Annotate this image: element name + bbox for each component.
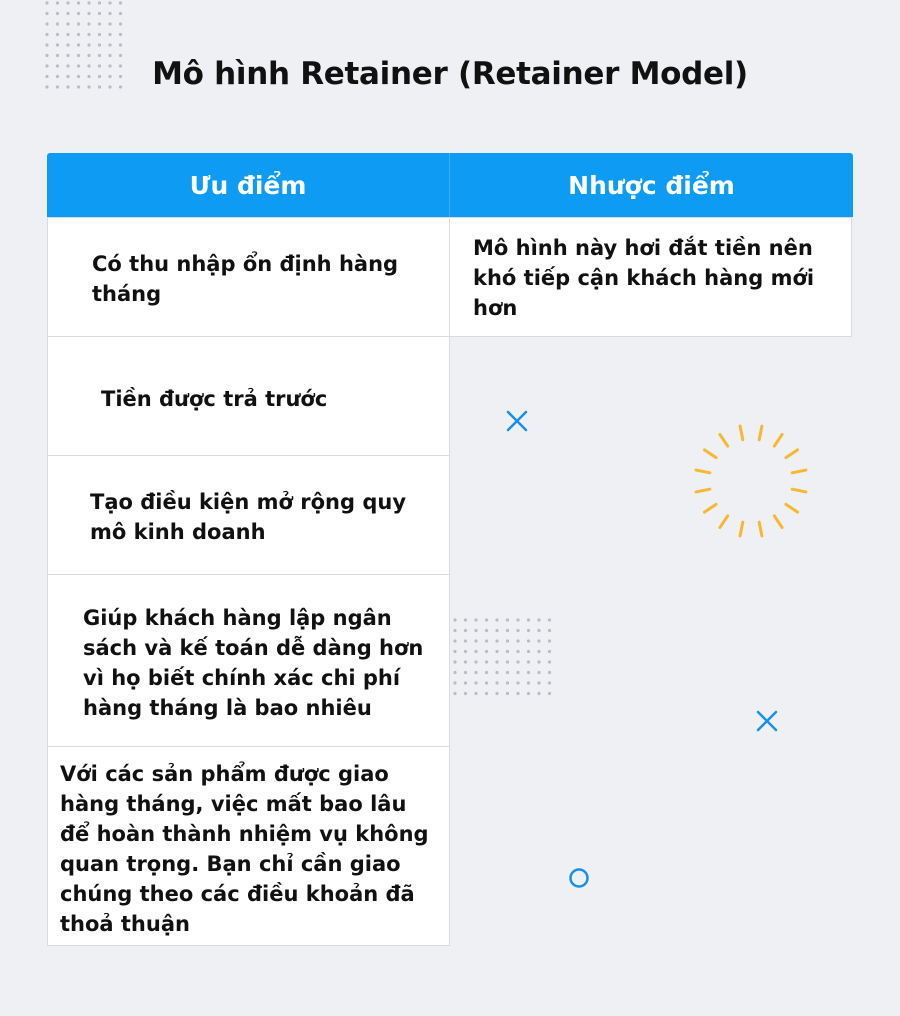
- cross-icon: [755, 709, 779, 733]
- advantage-cell-3: [47, 455, 450, 575]
- sunburst-ray: [792, 470, 806, 473]
- sunburst-ray: [704, 504, 716, 512]
- sunburst-ray: [774, 434, 782, 446]
- sunburst-ray: [792, 489, 806, 492]
- advantage-text-1: Có thu nhập ổn định hàng tháng: [92, 252, 399, 306]
- sunburst-ray: [786, 450, 798, 458]
- table-header: [47, 153, 853, 217]
- disadvantage-text-1: Mô hình này hơi đắt tiền nên khó tiếp cận khách hàng mới hơn: [473, 236, 815, 320]
- header-advantages: Ưu điểm: [189, 170, 307, 200]
- advantage-text-5: Với các sản phẩm được giao hàng tháng, việc mất bao lâu để hoàn thành nhiệm vụ không quan trọng. Bạn chỉ cần giao chúng theo các điều khoản đã thoả thuận: [60, 762, 429, 936]
- pros-cons-table: [47, 153, 853, 217]
- advantage-cell-5: [47, 746, 450, 946]
- advantage-text-2: Tiền được trả trước: [101, 387, 328, 411]
- advantage-cell-1: [47, 217, 450, 337]
- advantage-cell-4: [47, 574, 450, 747]
- circle-icon: [567, 866, 591, 890]
- advantage-text-4: Giúp khách hàng lập ngân sách và kế toán dễ dàng hơn vì họ biết chính xác chi phí hàng tháng là bao nhiêu: [83, 606, 424, 720]
- sunburst-ray: [704, 450, 716, 458]
- sunburst-ray: [759, 522, 762, 536]
- sunburst-ray: [720, 434, 728, 446]
- advantage-cell-2: [47, 336, 450, 456]
- sunburst-ray: [759, 426, 762, 440]
- sunburst-ray: [696, 489, 710, 492]
- sunburst-ray: [720, 516, 728, 528]
- disadvantage-cell-1: [449, 217, 852, 337]
- header-disadvantages: Nhược điểm: [449, 153, 853, 217]
- page-title: Mô hình Retainer (Retainer Model): [152, 56, 748, 92]
- dot-grid-middle: [452, 617, 556, 697]
- sunburst-ray: [696, 470, 710, 473]
- sunburst-icon: [690, 420, 812, 542]
- cross-icon: [505, 409, 529, 433]
- sunburst-ray: [786, 504, 798, 512]
- sunburst-ray: [774, 516, 782, 528]
- sunburst-ray: [740, 426, 743, 440]
- sunburst-ray: [740, 522, 743, 536]
- advantage-text-3: Tạo điều kiện mở rộng quy mô kinh doanh: [90, 490, 407, 544]
